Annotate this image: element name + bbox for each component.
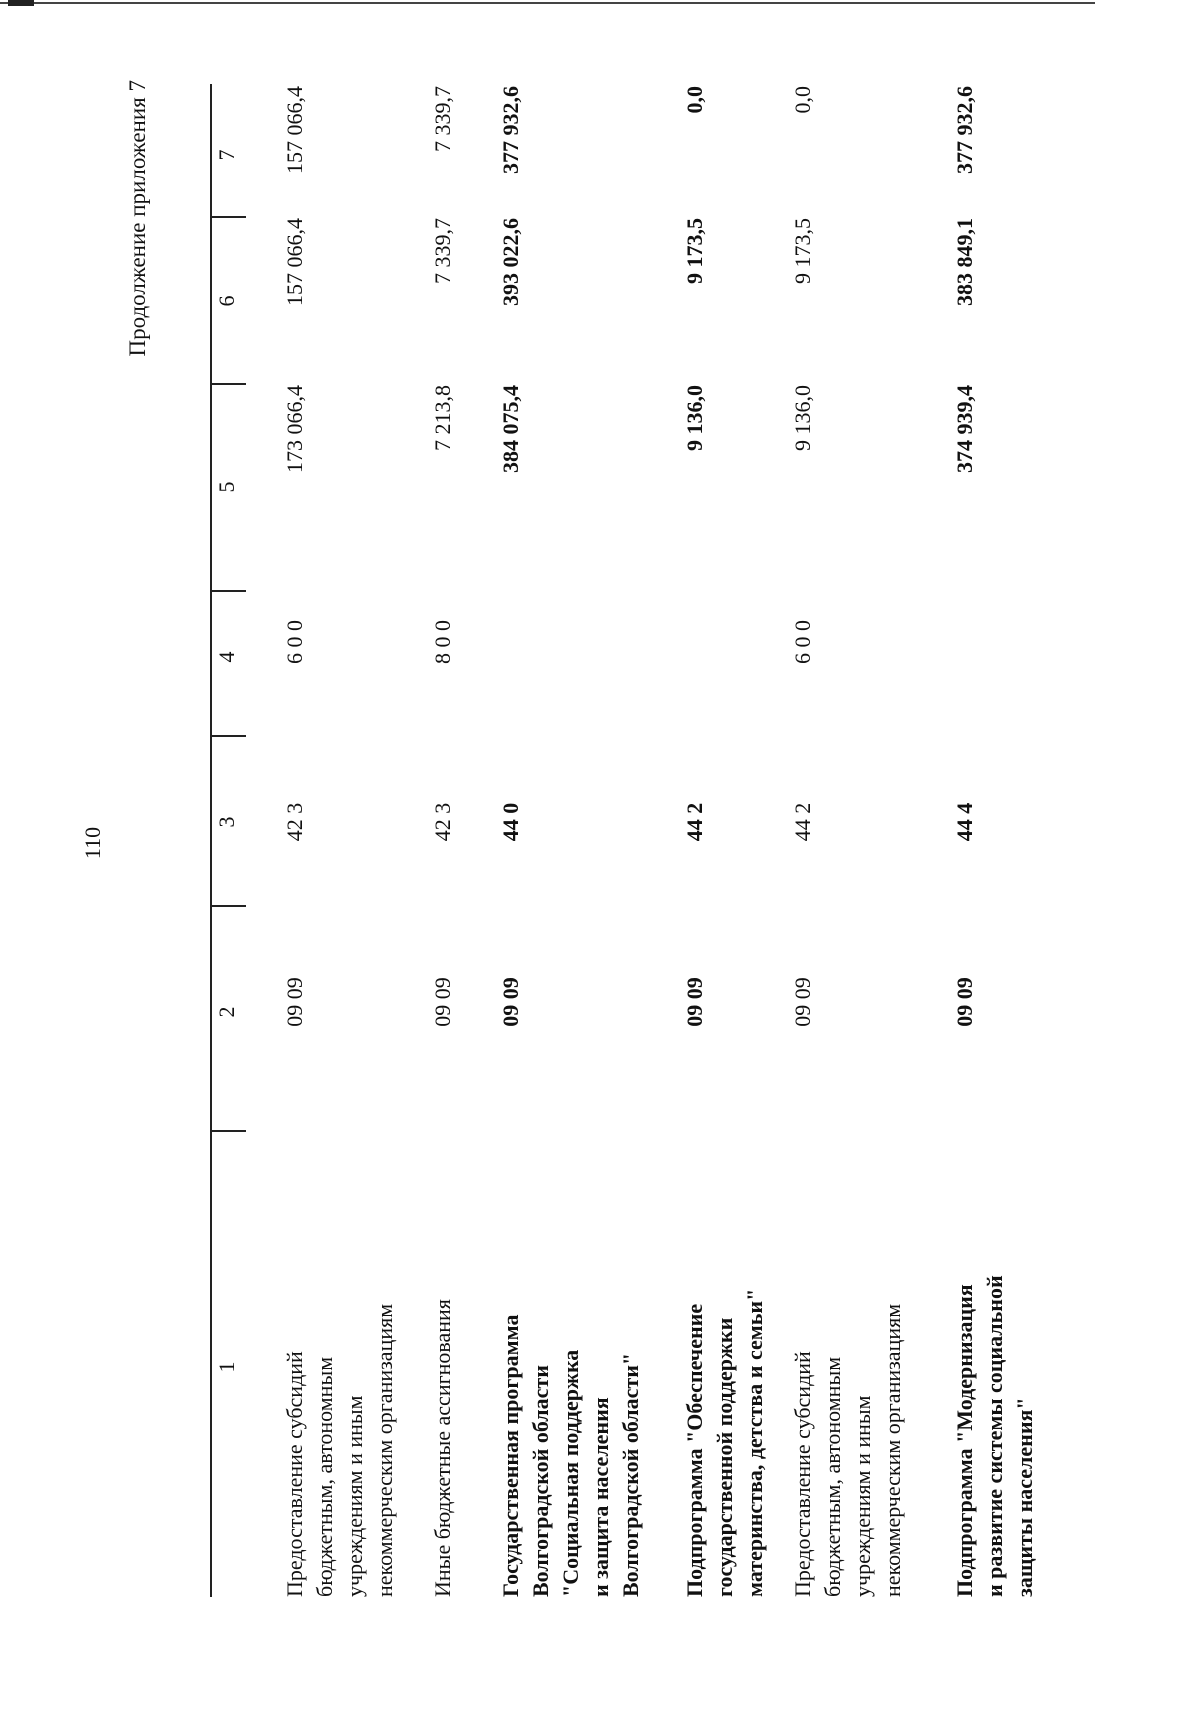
row-col4: 8 0 0 (430, 620, 455, 664)
row-col7: 377 932,6 (498, 86, 523, 174)
row-name-line: государственной поддержки (712, 1317, 737, 1597)
row-col2: 09 09 (790, 977, 815, 1027)
row-name-line: бюджетным, автономным (820, 1356, 845, 1597)
row-col5: 384 075,4 (498, 385, 523, 473)
header-divider (210, 905, 246, 907)
row-col3: 44 4 (952, 802, 977, 842)
row-col3: 42 3 (430, 802, 455, 842)
header-divider (210, 590, 246, 592)
row-col2: 09 09 (682, 977, 707, 1027)
row-col7: 377 932,6 (952, 86, 977, 174)
column-header-1: 1 (214, 1361, 239, 1373)
page-number: 110 (80, 826, 105, 860)
column-header-7: 7 (214, 149, 239, 161)
header-divider (210, 1130, 246, 1132)
row-col3: 44 2 (790, 802, 815, 842)
row-name-line: некоммерческим организациям (372, 1303, 397, 1597)
row-name-line: Подпрограмма "Обеспечение (682, 1303, 707, 1597)
row-name-line: учреждениям и иным (850, 1395, 875, 1597)
row-col2: 09 09 (952, 977, 977, 1027)
row-name-line: и защита населения (588, 1397, 613, 1597)
row-name (496, 1177, 646, 1597)
row-name-line: Подпрограмма "Модернизация (952, 1284, 977, 1597)
row-col2: 09 09 (430, 977, 455, 1027)
row-name-line: "Социальная поддержка (558, 1349, 583, 1597)
row-col6: 393 022,6 (498, 218, 523, 306)
row-name (788, 1177, 908, 1597)
row-col2: 09 09 (498, 977, 523, 1027)
row-col5: 7 213,8 (430, 385, 455, 451)
row-col5: 9 136,0 (790, 385, 815, 451)
header-divider (210, 216, 246, 218)
row-col6: 383 849,1 (952, 218, 977, 306)
row-col7: 0,0 (790, 86, 815, 114)
continuation-label: Продолжение приложения 7 (125, 80, 150, 357)
row-col5: 9 136,0 (682, 385, 707, 451)
row-col4: 6 0 0 (282, 620, 307, 664)
column-header-4: 4 (214, 651, 239, 663)
row-col7: 157 066,4 (282, 86, 307, 174)
column-header-6: 6 (214, 295, 239, 307)
row-name-line: Волгоградской области (528, 1365, 553, 1597)
row-name-line: учреждениям и иным (342, 1395, 367, 1597)
column-header-3: 3 (214, 816, 239, 828)
column-header-2: 2 (214, 1006, 239, 1018)
row-name-line: Волгоградской области" (618, 1352, 643, 1597)
header-divider (210, 735, 246, 737)
row-col6: 7 339,7 (430, 218, 455, 284)
row-name (428, 1177, 458, 1597)
row-name (680, 1177, 770, 1597)
column-header-5: 5 (214, 481, 239, 493)
row-col6: 9 173,5 (682, 218, 707, 284)
row-name-line: Государственная программа (498, 1314, 523, 1597)
row-col6: 9 173,5 (790, 218, 815, 284)
row-name-line: и развитие системы социальной (982, 1275, 1007, 1597)
row-col4: 6 0 0 (790, 620, 815, 664)
row-name-line: Иные бюджетные ассигнования (430, 1299, 455, 1597)
row-col3: 44 2 (682, 802, 707, 842)
row-col7: 7 339,7 (430, 86, 455, 152)
row-col6: 157 066,4 (282, 218, 307, 306)
row-col3: 44 0 (498, 802, 523, 842)
row-name-line: материнства, детства и семьи" (742, 1288, 767, 1597)
row-col5: 374 939,4 (952, 385, 977, 473)
row-name-line: Предоставление субсидий (282, 1351, 307, 1597)
row-name (950, 1177, 1040, 1597)
header-rule (210, 84, 212, 1597)
row-name-line: некоммерческим организациям (880, 1303, 905, 1597)
row-col2: 09 09 (282, 977, 307, 1027)
row-name (280, 1177, 400, 1597)
row-name-line: бюджетным, автономным (312, 1356, 337, 1597)
header-divider (210, 383, 246, 385)
row-name-line: Предоставление субсидий (790, 1351, 815, 1597)
row-col7: 0,0 (682, 86, 707, 114)
row-col5: 173 066,4 (282, 385, 307, 473)
row-name-line: защиты населения" (1012, 1397, 1037, 1597)
row-col3: 42 3 (282, 802, 307, 842)
